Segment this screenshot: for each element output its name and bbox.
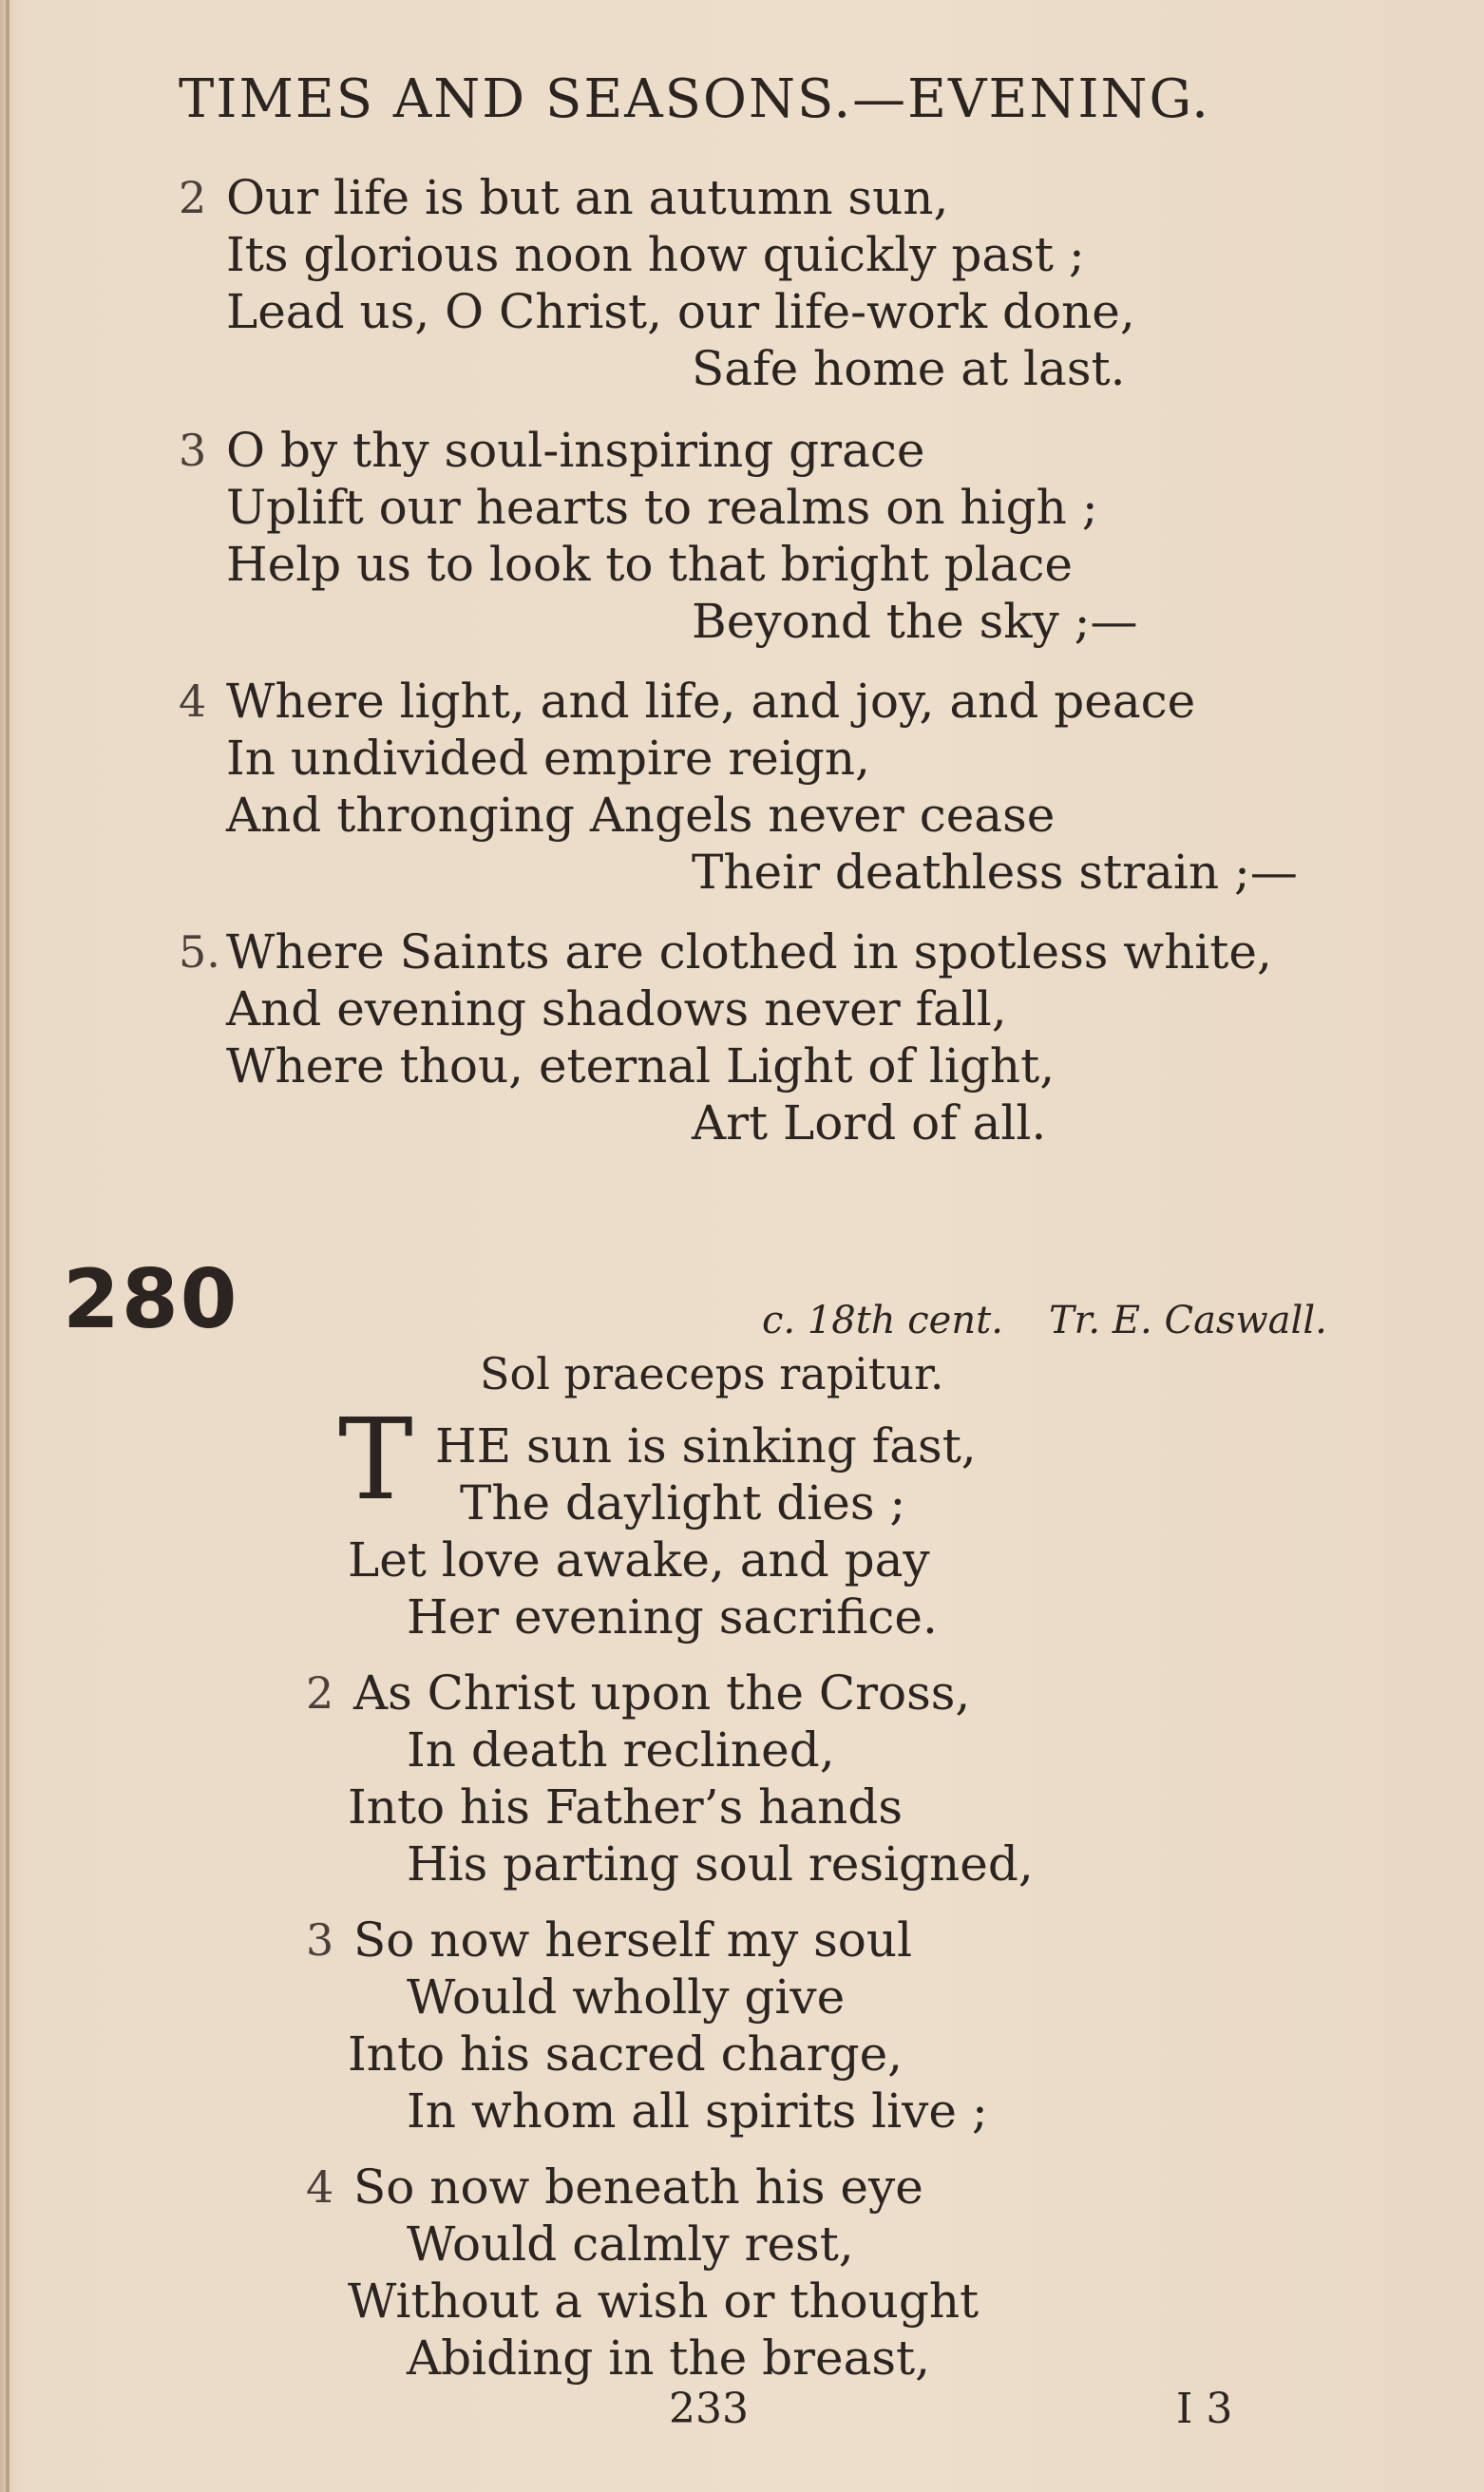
verse-line: Let love awake, and pay bbox=[348, 1532, 930, 1588]
verse-line: Where Saints are clothed in spotless white, bbox=[226, 924, 1272, 980]
verse-line: Would calmly rest, bbox=[407, 2216, 854, 2272]
verse-number: 3 bbox=[306, 1914, 334, 1966]
verse-line: And thronging Angels never cease bbox=[226, 788, 1056, 843]
verse-line: Into his Father’s hands bbox=[348, 1779, 904, 1835]
verse-number: 4 bbox=[306, 2161, 334, 2213]
verse-line: In whom all spirits live ; bbox=[407, 2083, 988, 2139]
verse-line: Beyond the sky ;— bbox=[692, 594, 1138, 649]
latin-title: Sol praeceps rapitur. bbox=[480, 1348, 944, 1399]
verse-line: As Christ upon the Cross, bbox=[353, 1665, 971, 1721]
verse-line: Where light, and life, and joy, and peace bbox=[226, 674, 1196, 729]
verse-line: In death reclined, bbox=[407, 1722, 835, 1778]
verse-line: Abiding in the breast, bbox=[407, 2330, 931, 2386]
verse-line: Where thou, eternal Light of light, bbox=[226, 1038, 1056, 1094]
verse-line: Their deathless strain ;— bbox=[692, 845, 1298, 900]
verse-line: Uplift our hearts to realms on high ; bbox=[226, 480, 1098, 535]
verse-line: Without a wish or thought bbox=[348, 2273, 980, 2329]
binding-gutter bbox=[6, 0, 10, 2492]
verse-number: 4 bbox=[179, 675, 207, 727]
signature-mark: I 3 bbox=[1176, 2385, 1233, 2433]
verse-line: HE sun is sinking fast, bbox=[435, 1418, 977, 1474]
hymn-number: 280 bbox=[63, 1252, 239, 1347]
verse-line: Its glorious noon how quickly past ; bbox=[226, 227, 1085, 282]
verse-line: So now herself my soul bbox=[353, 1912, 913, 1968]
verse-line: Into his sacred charge, bbox=[348, 2026, 904, 2082]
verse-line: Art Lord of all. bbox=[692, 1095, 1047, 1151]
verse-line: Our life is but an autumn sun, bbox=[226, 170, 949, 225]
verse-number: 3 bbox=[179, 425, 207, 476]
verse-line: Would wholly give bbox=[407, 1969, 846, 2025]
verse-line: In undivided empire reign, bbox=[226, 731, 870, 786]
verse-number: 5. bbox=[179, 926, 220, 978]
verse-number: 2 bbox=[306, 1667, 334, 1719]
verse-line: His parting soul resigned, bbox=[407, 1836, 1034, 1892]
verse-number: 2 bbox=[179, 172, 207, 223]
verse-line: O by thy soul-inspiring grace bbox=[226, 423, 925, 478]
verse-line: Safe home at last. bbox=[692, 341, 1126, 396]
verse-line: So now beneath his eye bbox=[353, 2159, 923, 2215]
drop-cap: T bbox=[338, 1394, 413, 1525]
verse-line: Help us to look to that bright place bbox=[226, 537, 1073, 592]
running-header: TIMES AND SEASONS.—EVENING. bbox=[179, 68, 1210, 130]
page-number: 233 bbox=[669, 2385, 749, 2433]
verse-line: Her evening sacrifice. bbox=[407, 1589, 938, 1645]
hymn-translator: Tr. E. Caswall. bbox=[1049, 1299, 1327, 1342]
verse-line: Lead us, O Christ, our life-work done, bbox=[226, 284, 1135, 339]
hymn-source: c. 18th cent. bbox=[762, 1299, 1003, 1342]
verse-line: And evening shadows never fall, bbox=[226, 981, 1007, 1037]
verse-line: The daylight dies ; bbox=[460, 1475, 906, 1531]
